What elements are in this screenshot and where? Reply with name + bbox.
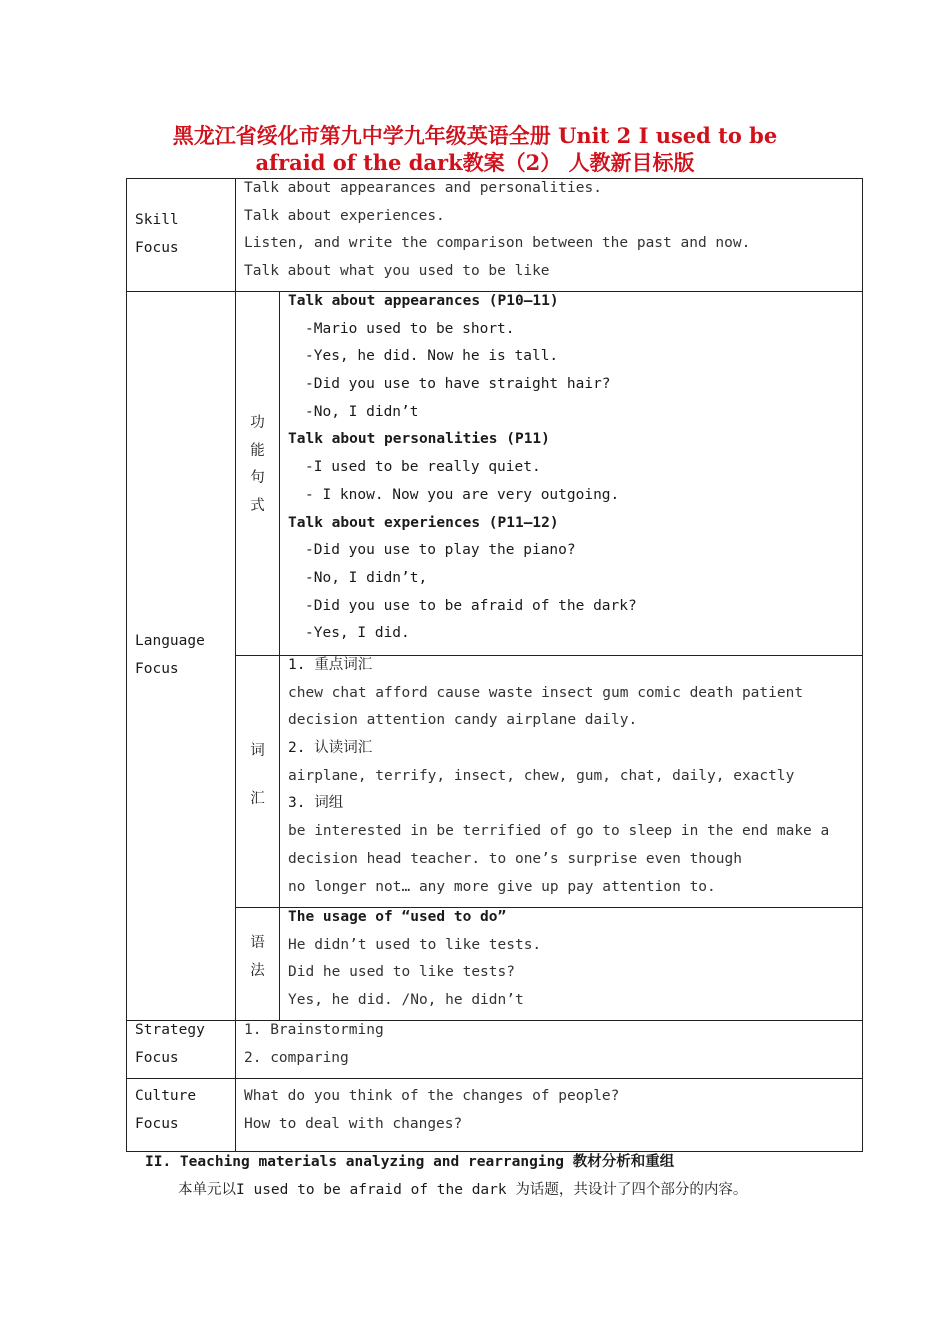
culture-label-line2: Focus <box>135 1115 179 1132</box>
vocab-line: airplane, terrify, insect, chew, gum, chat, daily, exactly <box>288 767 795 784</box>
vlabel-char: 汇 <box>250 790 265 807</box>
strategy-focus-label <box>127 1021 236 1079</box>
strategy-item: 1. Brainstorming <box>244 1022 384 1038</box>
culture-focus-content <box>236 1079 863 1152</box>
vocab-line: decision head teacher. to one’s surprise even though <box>288 850 742 867</box>
function-line: -Mario used to be short. <box>305 320 515 337</box>
grammar-line: Yes, he did. /No, he didn’t <box>288 992 524 1009</box>
vocab-line: be interested in be terrified of go to sleep in the end make a <box>288 823 830 840</box>
function-heading: Talk about appearances (P10—11) <box>288 293 559 309</box>
skill-item: Talk about what you used to be like <box>244 263 550 280</box>
function-line: -Did you use to be afraid of the dark? <box>305 597 637 614</box>
skill-label-line1: Skill <box>135 212 179 229</box>
vocab-heading: 3. 词组 <box>288 795 344 812</box>
vocab-line: decision attention candy airplane daily. <box>288 712 638 729</box>
vocab-line: no longer not… any more give up pay attention to. <box>288 878 716 895</box>
vlabel-char: 能 <box>250 442 265 459</box>
strategy-label-line1: Strategy <box>135 1022 205 1038</box>
skill-focus-content <box>236 179 863 292</box>
strategy-focus-row <box>127 1021 863 1079</box>
skill-focus-label <box>127 179 236 292</box>
function-heading: Talk about experiences (P11—12) <box>288 514 559 531</box>
strategy-focus-content <box>236 1021 863 1079</box>
culture-focus-label <box>127 1079 236 1152</box>
skill-label-line2: Focus <box>135 240 179 256</box>
function-line: - I know. Now you are very outgoing. <box>305 486 620 503</box>
grammar-heading: The usage of “used to do” <box>288 909 507 925</box>
vocab-line: chew chat afford cause waste insect gum comic death patient <box>288 684 804 701</box>
vlabel-char: 句 <box>250 470 265 487</box>
section-paragraph: 本单元以I used to be afraid of the dark 为话题，共设计了四个部分的内容。 <box>178 1182 748 1198</box>
vlabel-char: 法 <box>250 962 265 979</box>
language-label-line1: Language <box>135 633 205 650</box>
title-line-1: 黑龙江省绥化市第九中学九年级英语全册 Unit 2 I used to be <box>172 123 778 148</box>
grammar-row <box>127 908 863 1021</box>
skill-focus-row <box>127 179 863 292</box>
vlabel-char: 功 <box>250 415 265 431</box>
culture-label-line1: Culture <box>135 1088 197 1104</box>
vocab-heading: 1. 重点词汇 <box>288 657 373 673</box>
function-line: -Yes, I did. <box>305 625 410 642</box>
vlabel-char: 词 <box>250 743 265 759</box>
function-line: -No, I didn’t <box>305 403 419 420</box>
function-line: -No, I didn’t, <box>305 569 428 586</box>
section-heading: II. Teaching materials analyzing and rearranging 教材分析和重组 <box>145 1154 675 1170</box>
strategy-item: 2. comparing <box>244 1049 349 1066</box>
vlabel-char: 式 <box>250 498 265 515</box>
function-line: -Did you use to have straight hair? <box>305 376 611 393</box>
vocab-row <box>127 656 863 908</box>
vocab-vlabel <box>236 656 280 908</box>
language-label-line2: Focus <box>135 661 179 677</box>
title-line-2: afraid of the dark教案（2） 人教新目标版 <box>255 150 695 175</box>
function-line: -Did you use to play the piano? <box>305 542 576 559</box>
skill-item: Talk about experiences. <box>244 207 445 224</box>
functions-vlabel <box>236 292 280 656</box>
culture-item: What do you think of the changes of people? <box>244 1088 620 1104</box>
culture-item: How to deal with changes? <box>244 1115 463 1132</box>
vocab-content <box>280 656 863 908</box>
grammar-line: He didn’t used to like tests. <box>288 936 542 953</box>
function-line: -Yes, he did. Now he is tall. <box>305 348 559 365</box>
language-focus-label <box>127 292 236 1021</box>
vocab-heading: 2. 认读词汇 <box>288 740 373 757</box>
skill-item: Listen, and write the comparison between the past and now. <box>244 235 751 252</box>
function-heading: Talk about personalities (P11) <box>288 431 550 448</box>
function-line: -I used to be really quiet. <box>305 459 541 476</box>
culture-focus-row <box>127 1079 863 1152</box>
skill-item: Talk about appearances and personalities. <box>244 180 602 196</box>
grammar-line: Did he used to like tests? <box>288 964 515 981</box>
lesson-plan-table <box>126 178 863 1152</box>
vlabel-char: 语 <box>250 935 265 951</box>
grammar-vlabel <box>236 908 280 1021</box>
functions-row <box>127 292 863 656</box>
grammar-content <box>280 908 863 1021</box>
functions-content <box>280 292 863 656</box>
document-title <box>0 122 950 176</box>
strategy-label-line2: Focus <box>135 1049 179 1066</box>
